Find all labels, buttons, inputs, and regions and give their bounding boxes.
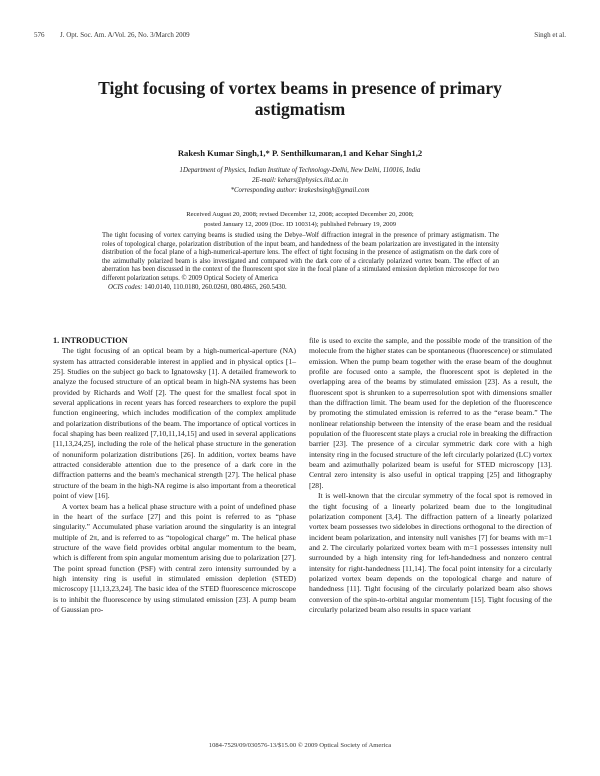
received-line: Received August 20, 2008; revised December 12, 2008; accepted December 20, 2008; [186,211,414,218]
abstract [102,232,499,292]
body-paragraph: The tight focusing of an optical beam by a high-numerical-aperture (NA) system has attracted considerable interest in applied and in physical optics [1–25]. Studies on the subject go back to Ignatowsky [1]. A detailed framework to analyze the focused structure of an optical beam in high-NA systems has been provided by Richards and Wolf [2]. The quest for the smallest focal spot in several applications in recent years has forced researchers to explore the pupil function engineering, which includes modification of the complex amplitude and polarization distributions of the beam. The importance of optical vortices in focal shaping has been realized [7,10,11,14,15] and used in several applications [11,13,24,25], including the role of the helical phase structure in the generation of nonuniform polarization distributions [26]. In addition, vortex beams have attracted considerable attention due to the presence of a dark core in the diffraction patterns and the beam's mechanical strength [27]. The helical phase structure of the beam in the high-NA regime is also important from a theoretical point of view [16]. [53,346,296,501]
body-paragraph: A vortex beam has a helical phase structure with a point of undefined phase in the heart of the surface [27] and this point is referred to as “phase singularity.” Accumulated phase variation around the singularity is an integral multiple of 2π, and is referred to as “topological charge” m. The helical phase structure of the wave field provides orbital angular momentum to the beam, which is different from spin angular momentum arising due to polarization [27]. The point spread function (PSF) with central zero intensity surrounded by a high intensity ring is useful in stimulated emission depletion (STED) microscopy [11,13,23,24]. The basic idea of the STED fluorescence microscope is to inhibit the fluorescence by using stimulated emission [23]. A pump beam of Gaussian pro- [53,501,296,614]
ocis-values: 140.0140, 110.0180, 260.0260, 080.4865, 260.5430. [144,283,287,291]
body-paragraph: It is well-known that the circular symmetry of the focal spot is removed in the tight focusing of a linearly polarized beam due to the longitudinal polarization component [3,4]. The diffraction pattern of a linearly polarized vortex beam possesses two sidelobes in directions orthogonal to the direction of incident beam polarization, and intensity null vanishes [7] for beams with m=1 and 2. The circularly polarized vortex beam with m=1 possesses intensity null surrounded by a high intensity ring for left-handedness and nonzero central intensity for right-handedness [11,14]. The focal point intensity for a circularly polarized vortex beam depends on the topological charge and nature of handedness [11]. Tight focusing of the circularly polarized beam also shows conversion of the spin-to-orbital angular momentum [15]. Tight focusing of the circularly polarized beam also results in space variant [309,491,552,614]
left-column [53,336,296,615]
page-number: 576 [34,31,45,39]
affiliation-line: *Corresponding author: krakeshsingh@gmail.com [230,187,370,194]
journal-citation: J. Opt. Soc. Am. A/Vol. 26, No. 3/March 2009 [60,31,190,39]
section-heading: 1. INTRODUCTION [53,336,128,345]
affiliation-line: 2E-mail: kehars@physics.iitd.ac.in [251,177,349,184]
affiliation-line: 1Department of Physics, Indian Institute of Technology-Delhi, New Delhi, 110016, India [179,167,421,174]
right-column [309,336,552,615]
body-paragraph: file is used to excite the sample, and the possible mode of the transition of the molecule from the higher states can be spontaneous (fluorescence) or stimulated emission. When the pump beam together with the erase beam of the doughnut profile are focused onto a sample, the fluorescent spot is depleted in the overlapping area of the beams by stimulated emission [23]. As a result, the fluorescent spot is shrunken to a superresolution spot with dimensions smaller than the diffraction limit. The beam used for the depletion of the fluorescence by promoting the stimulated emission is referred to as the “erase beam.” The nonlinear relationship between the intensity of the erase beam and the residual population of the fluorescent state plays a crucial role in breaking the diffraction barrier [23]. The presence of a circular symmetric dark core with a high intensity ring in the focused structure of the left circularly polarized (LC) vortex beam and azimuthally polarized beam is useful for STED microscopy [13]. Central zero intensity is also useful in optical trapping [25] and lithography [28]. [309,336,552,490]
affiliations [60,166,540,196]
ocis-label: OCIS codes: [108,283,143,291]
ocis-codes [102,284,499,293]
author-list: Rakesh Kumar Singh,1,* P. Senthilkumaran,1 and Kehar Singh1,2 [177,148,423,158]
page-footer: 1084-7529/09/030576-13/$15.00 © 2009 Optical Society of America [208,742,392,749]
article-title: Tight focusing of vortex beams in presence of primary astigmatism [98,78,502,119]
running-author: Singh et al. [534,31,566,39]
received-dates [60,210,540,229]
running-head [34,31,566,43]
abstract-text: The tight focusing of vortex carrying beams is studied using the Debye–Wolf diffraction integral in the presence of primary astigmatism. The roles of topological charge, polarization distribution of the input beam, and handedness of the beam polarization are investigated in the intensity distribution of the focal plane of a high-numerical-aperture lens. The effect of tight focusing in the presence of astigmatism on the dark core of the azimuthally polarized beam is also investigated and compared with the dark core of a circularly polarized vortex beam. The effect of an aberration has been discussed in the context of the fluorescent spot size in the focal plane of a stimulated emission depletion microscope for two different polarization setups. © 2009 Optical Society of America [102,232,499,282]
received-line: posted January 12, 2009 (Doc. ID 100314); published February 19, 2009 [203,220,397,228]
